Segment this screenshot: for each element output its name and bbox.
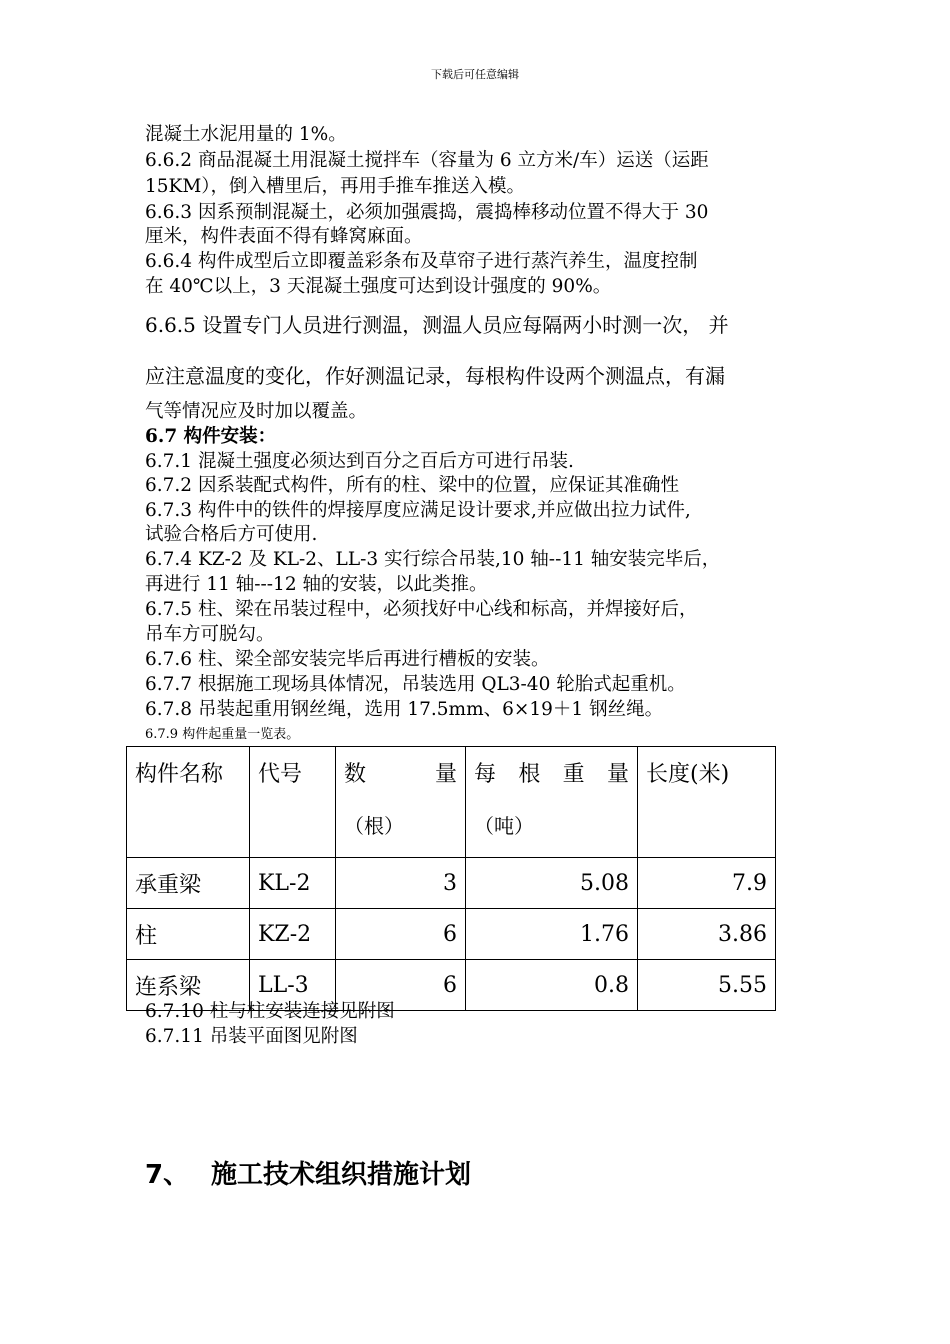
cell-length: 5.55 <box>638 960 776 1011</box>
table-row <box>127 909 776 960</box>
paragraph-text: 再进行 11 轴---12 轴的安装，以此类推。 <box>145 574 488 595</box>
paragraph-text: 6.6.4 构件成型后立即覆盖彩条布及草帘子进行蒸汽养生，温度控制 <box>145 251 698 272</box>
paragraph-text: 6.7.11 吊装平面图见附图 <box>145 1026 358 1047</box>
section-heading-6-7: 6.7 构件安装： <box>145 426 277 447</box>
header-cell-weight <box>466 747 638 858</box>
component-weight-table <box>126 746 776 1011</box>
cell-weight: 5.08 <box>466 858 638 909</box>
header-cell-qty <box>336 747 466 858</box>
table-header-row <box>127 747 776 858</box>
header-qty-a: 数 <box>344 762 367 787</box>
paragraph-text: 15KM），倒入槽里后，再用手推车推送入模。 <box>145 176 526 197</box>
table-caption: 6.7.9 构件起重量一览表。 <box>145 727 300 742</box>
header-wt-c: 重 <box>562 762 585 787</box>
paragraph-text: 试验合格后方可使用. <box>145 524 318 545</box>
section-number: 7、 <box>145 1160 190 1190</box>
paragraph-text: 6.7.7 根据施工现场具体情况，吊装选用 QL3-40 轮胎式起重机。 <box>145 674 686 695</box>
header-wt-b: 根 <box>518 762 541 787</box>
paragraph-text: 6.7.6 柱、梁全部安装完毕后再进行槽板的安装。 <box>145 649 550 670</box>
header-wt-unit: （吨） <box>474 814 534 838</box>
paragraph-text: 吊车方可脱勾。 <box>145 624 275 645</box>
paragraph-text: 6.7.5 柱、梁在吊装过程中，必须找好中心线和标高，并焊接好后， <box>145 599 698 620</box>
paragraph-text: 6.6.2 商品混凝土用混凝土搅拌车（容量为 6 立方米/车）运送（运距 <box>145 150 709 171</box>
section-title: 施工技术组织措施计划 <box>211 1160 472 1190</box>
cell-length: 3.86 <box>638 909 776 960</box>
header-wt-d: 量 <box>606 762 629 787</box>
paragraph-text: 6.7.10 柱与柱安装连接见附图 <box>145 1001 395 1022</box>
paragraph-text: 在 40℃以上，3 天混凝土强度可达到设计强度的 90%。 <box>145 276 612 297</box>
header-cell-length: 长度(米) <box>638 747 776 858</box>
cell-qty: 6 <box>336 960 466 1011</box>
cell-name: 承重梁 <box>127 858 250 909</box>
header-qty-b: 量 <box>434 762 457 787</box>
cell-weight: 1.76 <box>466 909 638 960</box>
cell-code: KL-2 <box>250 858 336 909</box>
paragraph-text: 厘米，构件表面不得有蜂窝麻面。 <box>145 226 423 247</box>
table-row <box>127 858 776 909</box>
paragraph-text: 6.7.2 因系装配式构件，所有的柱、梁中的位置，应保证其准确性 <box>145 475 679 496</box>
header-cell-code: 代号 <box>250 747 336 858</box>
page-header: 下载后可任意编辑 <box>431 68 519 81</box>
paragraph-text: 6.7.1 混凝土强度必须达到百分之百后方可进行吊装. <box>145 451 574 472</box>
header-wt-a: 每 <box>474 762 497 787</box>
cell-qty: 6 <box>336 909 466 960</box>
cell-code: LL-3 <box>250 960 336 1011</box>
paragraph-text: 6.6.3 因系预制混凝土，必须加强震捣，震捣棒移动位置不得大于 30 <box>145 202 709 223</box>
paragraph-text: 6.7.3 构件中的铁件的焊接厚度应满足设计要求,并应做出拉力试件, <box>145 500 691 521</box>
header-qty-unit: （根） <box>344 814 404 838</box>
cell-name: 连系梁 <box>127 960 250 1011</box>
cell-qty: 3 <box>336 858 466 909</box>
paragraph-text: 6.6.5 设置专门人员进行测温，测温人员应每隔两小时测一次， 并 <box>145 313 729 337</box>
cell-weight: 0.8 <box>466 960 638 1011</box>
section-heading-7 <box>145 1154 471 1191</box>
paragraph-text: 混凝土水泥用量的 1%。 <box>145 124 347 145</box>
cell-code: KZ-2 <box>250 909 336 960</box>
cell-length: 7.9 <box>638 858 776 909</box>
paragraph-text: 应注意温度的变化，作好测温记录，每根构件设两个测温点，有漏 <box>145 364 725 388</box>
header-cell-name: 构件名称 <box>127 747 250 858</box>
paragraph-text: 气等情况应及时加以覆盖。 <box>145 401 368 422</box>
cell-name: 柱 <box>127 909 250 960</box>
paragraph-text: 6.7.8 吊装起重用钢丝绳，选用 17.5mm、6×19＋1 钢丝绳。 <box>145 699 664 720</box>
paragraph-text: 6.7.4 KZ-2 及 KL-2、LL-3 实行综合吊装,10 轴--11 轴安装完毕后， <box>145 549 721 570</box>
